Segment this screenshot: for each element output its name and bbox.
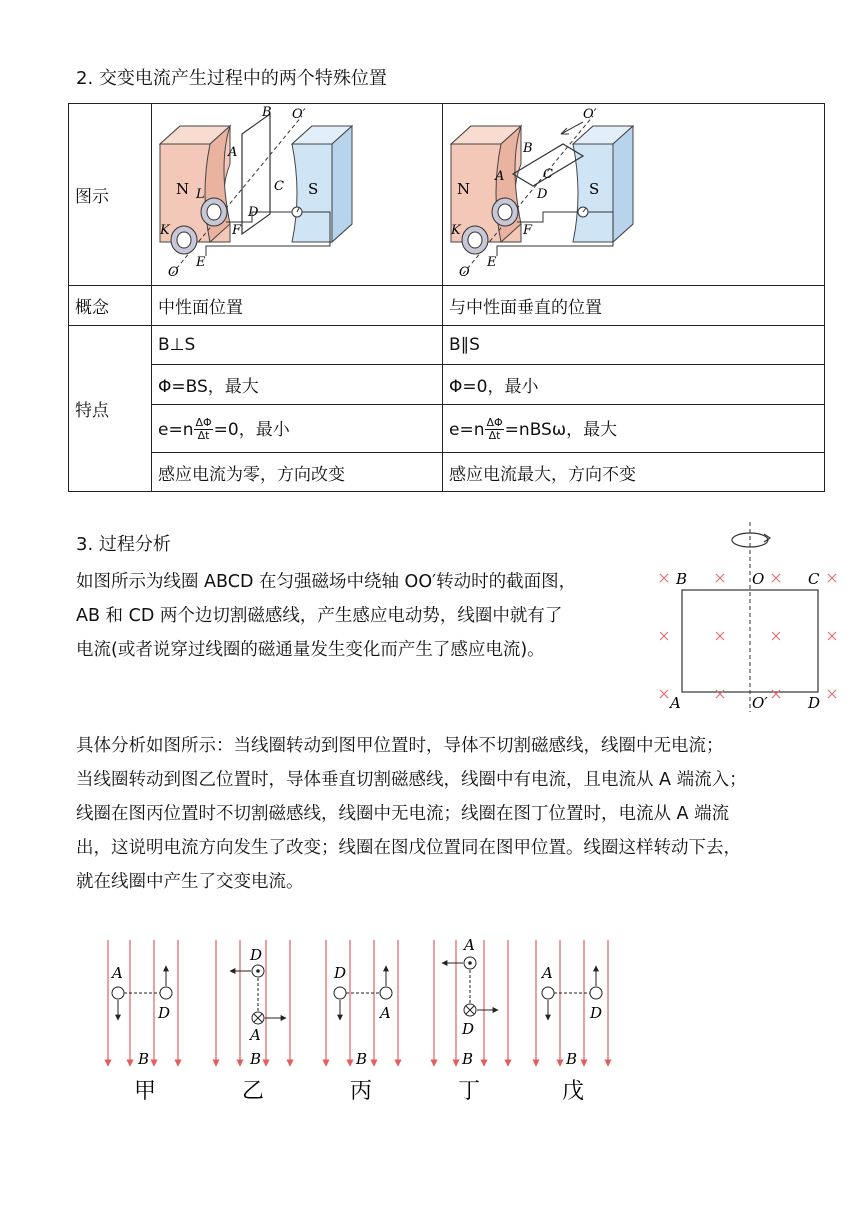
concept-right: 与中性面垂直的位置 xyxy=(443,286,825,326)
feature-emf-left xyxy=(152,405,443,453)
analysis-line-3: 线圈在图丙位置时不切割磁感线，线圈中无电流；线圈在图丁位置时，电流从 A 端流 xyxy=(76,804,730,824)
emf-right-fraction xyxy=(485,417,503,442)
emf-right-suffix: =nBSω，最大 xyxy=(504,419,618,440)
coil-cross-section-figure xyxy=(656,520,846,716)
feature-phi-right: Φ=0，最小 xyxy=(443,365,825,405)
bing-caption: 丙 xyxy=(350,1079,373,1104)
panel-bing xyxy=(326,940,398,1104)
analysis-line-4: 出，这说明电流方向发生了改变；线圈在图戊位置同在图甲位置。线圈这样转动下去， xyxy=(76,838,741,858)
label-o: O xyxy=(168,265,179,280)
south-label: S xyxy=(308,180,319,198)
yi-label-d: D xyxy=(250,946,263,964)
ding-caption: 丁 xyxy=(458,1079,481,1104)
corner-d: D xyxy=(808,694,821,712)
label-d: D xyxy=(248,205,259,220)
feature-b-right: B∥S xyxy=(443,326,825,365)
rotation-panels-figure xyxy=(90,936,630,1106)
field-crosses xyxy=(660,574,836,698)
label-k: K xyxy=(160,223,170,238)
neutral-plane-figure-cell xyxy=(152,104,443,286)
north-label: N xyxy=(176,180,190,198)
emf-left-suffix: =0，最小 xyxy=(213,419,290,440)
analysis-line-1: 具体分析如图所示：当线圈转动到图甲位置时，导体不切割磁感线，线圈中无电流； xyxy=(76,736,724,756)
corner-b: B xyxy=(676,570,688,588)
row-label-feature: 特点 xyxy=(69,326,152,492)
jia-label-b: B xyxy=(138,1050,150,1068)
panel-jia xyxy=(108,940,178,1104)
label-a-2: A xyxy=(495,169,505,184)
panel-ding xyxy=(434,936,508,1104)
corner-c: C xyxy=(808,570,820,588)
frac-den-left: Δt xyxy=(197,429,210,443)
south-label-2: S xyxy=(589,180,600,198)
panel-wu xyxy=(536,940,608,1104)
intro-line-3: 电流(或者说穿过线圈的磁通量发生变化而产生了感应电流)。 xyxy=(76,640,545,660)
emf-left-prefix: e=n xyxy=(158,419,194,440)
label-d-2: D xyxy=(537,187,548,202)
ding-label-d: D xyxy=(462,1020,475,1038)
perpendicular-figure-cell xyxy=(443,104,825,286)
label-o-prime: O′ xyxy=(292,107,306,122)
wu-label-a: A xyxy=(542,964,553,982)
emf-right-prefix: e=n xyxy=(449,419,485,440)
feature-current-right: 感应电流最大，方向不变 xyxy=(443,453,825,492)
label-e: E xyxy=(196,255,206,270)
jia-caption: 甲 xyxy=(134,1079,157,1104)
analysis-line-2: 当线圈转动到图乙位置时，导体垂直切割磁感线，线圈中有电流，且电流从 A 端流入； xyxy=(76,770,747,790)
feature-current-left: 感应电流为零，方向改变 xyxy=(152,453,443,492)
label-o-prime-2: O′ xyxy=(583,107,597,122)
concept-left: 中性面位置 xyxy=(152,286,443,326)
comparison-table xyxy=(68,103,825,492)
generator-figure-neutral xyxy=(152,104,442,280)
bing-label-a: A xyxy=(380,1004,391,1022)
label-b: B xyxy=(262,105,272,120)
ding-label-a: A xyxy=(464,936,475,954)
label-f-2: F xyxy=(523,223,533,238)
feature-phi-left: Φ=BS，最大 xyxy=(152,365,443,405)
intro-line-2: AB 和 CD 两个边切割磁感线，产生感应电动势，线圈中就有了 xyxy=(76,606,563,626)
north-label-2: N xyxy=(457,180,471,198)
label-e-2: E xyxy=(487,255,497,270)
frac-den-right: Δt xyxy=(488,429,501,443)
section-2-title: 2. 交变电流产生过程中的两个特殊位置 xyxy=(76,68,387,89)
yi-label-b: B xyxy=(250,1050,262,1068)
bing-label-b: B xyxy=(356,1050,368,1068)
wu-caption: 戊 xyxy=(562,1079,585,1104)
section-3-title: 3. 过程分析 xyxy=(76,534,171,555)
label-c: C xyxy=(274,179,284,194)
frac-num-right: ΔΦ xyxy=(486,416,503,430)
yi-label-a: A xyxy=(250,1026,261,1044)
corner-o-top: O xyxy=(752,570,765,588)
panel-yi xyxy=(216,940,290,1104)
jia-label-d: D xyxy=(158,1004,171,1022)
row-label-image: 图示 xyxy=(69,104,152,286)
feature-emf-right xyxy=(443,405,825,453)
generator-figure-perpendicular xyxy=(443,104,733,280)
emf-left-fraction xyxy=(194,417,212,442)
label-l: L xyxy=(196,187,205,202)
wu-label-d: D xyxy=(590,1004,603,1022)
wu-label-b: B xyxy=(566,1050,578,1068)
corner-o-bottom: O′ xyxy=(752,694,768,712)
label-f: F xyxy=(232,223,242,238)
label-a: A xyxy=(228,145,238,160)
intro-line-1: 如图所示为线圈 ABCD 在匀强磁场中绕轴 OO′转动时的截面图， xyxy=(76,572,577,592)
row-label-concept: 概念 xyxy=(69,286,152,326)
corner-a: A xyxy=(670,694,681,712)
label-o-2: O xyxy=(459,265,470,280)
label-c-2: C xyxy=(543,167,553,182)
feature-b-left: B⊥S xyxy=(152,326,443,365)
label-b-2: B xyxy=(523,141,533,156)
jia-label-a: A xyxy=(112,964,123,982)
analysis-line-5: 就在线圈中产生了交变电流。 xyxy=(76,872,304,892)
ding-label-b: B xyxy=(462,1050,474,1068)
bing-label-d: D xyxy=(334,964,347,982)
frac-num-left: ΔΦ xyxy=(195,416,212,430)
yi-caption: 乙 xyxy=(242,1079,265,1104)
label-k-2: K xyxy=(451,223,461,238)
intro-paragraph xyxy=(76,565,576,667)
analysis-paragraph xyxy=(76,729,747,899)
